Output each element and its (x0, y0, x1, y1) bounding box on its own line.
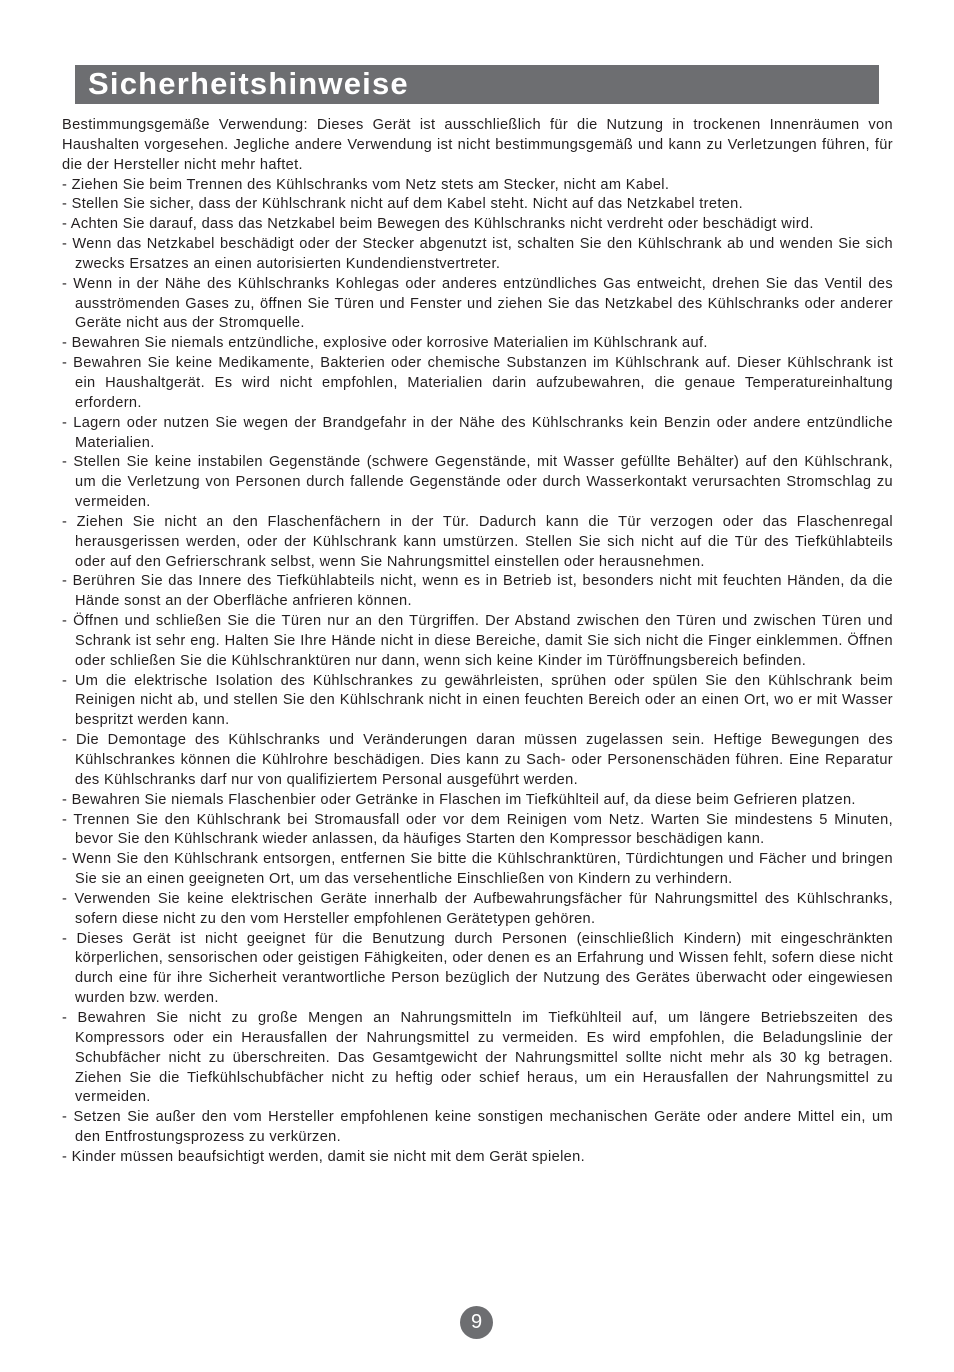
list-item: - Berühren Sie das Innere des Tiefkühlabteils nicht, wenn es in Betrieb ist, besonders nicht mit feuchten Händen, da die Hände sonst an der Oberfläche anfrieren können. (62, 573, 893, 610)
list-item: - Bewahren Sie niemals entzündliche, explosive oder korrosive Materialien im Kühlschrank auf. (62, 335, 708, 352)
list-item: - Stellen Sie sicher, dass der Kühlschrank nicht auf dem Kabel steht. Nicht auf das Netzkabel treten. (62, 196, 744, 213)
list-item: - Achten Sie darauf, dass das Netzkabel beim Bewegen des Kühlschranks nicht verdreht oder beschädigt wird. (62, 216, 814, 233)
list-item: - Bewahren Sie keine Medikamente, Bakterien oder chemische Substanzen im Kühlschrank auf. Dieser Kühlschrank ist ein Haushaltgerät. Es wird nicht empfohlen, Materialien darin aufzubewahren, die genaue Temperatureinhaltung erfordern. (62, 355, 893, 411)
list-item: - Ziehen Sie beim Trennen des Kühlschranks vom Netz stets am Stecker, nicht am Kabel. (62, 176, 670, 193)
list-item: - Bewahren Sie niemals Flaschenbier oder Getränke in Flaschen im Tiefkühlteil auf, da diese beim Gefrieren platzen. (62, 791, 856, 808)
list-item: - Die Demontage des Kühlschranks und Veränderungen daran müssen zugelassen sein. Heftige Bewegungen des Kühlschrankes können die Kühlrohre beschädigen. Dies kann zu Sach- oder Personenschäden führen. Eine Reparatur des Kühlschranks darf nur von qualifiziertem Personal ausgeführt werden. (62, 732, 893, 788)
list-item: - Verwenden Sie keine elektrischen Geräte innerhalb der Aufbewahrungsfächer für Nahrungsmittel des Kühlschranks, sofern diese nicht zu den vom Hersteller empfohlenen Gerätetypen gehören. (62, 890, 893, 927)
list-item: - Wenn das Netzkabel beschädigt oder der Stecker abgenutzt ist, schalten Sie den Kühlschrank ab und wenden Sie sich zwecks Ersatzes an einen autorisierten Kundendienstvertreter. (62, 236, 893, 272)
safety-instructions (62, 116, 893, 1168)
list-item: - Ziehen Sie nicht an den Flaschenfächern in der Tür. Dadurch kann die Tür verzogen oder das Flaschenregal herausgerissen werden, oder der Kühlschrank kann umstürzen. Stellen Sie sich nicht auf die Tür des Tiefkühlabteils oder auf den Gefrierschrank selbst, wenn Sie Nahrungsmittel einstellen oder herausnehmen. (62, 513, 893, 570)
section-header (75, 65, 879, 104)
intro-paragraph: Bestimmungsgemäße Verwendung: Dieses Gerät ist ausschließlich für die Nutzung in trockenen Innenräumen von Haushalten vorgesehen. Jegliche andere Verwendung ist nicht bestimmungsgemäß und kann zu Verletzungen führen, für die der Hersteller nicht mehr haftet. (62, 117, 893, 173)
list-item: - Um die elektrische Isolation des Kühlschrankes zu gewährleisten, sprühen oder spülen Sie den Kühlschrank beim Reinigen nicht ab, und stellen Sie den Kühlschrank nicht in einen feuchten Bereich oder an einen Ort, wo er mit Wasser bespritzt werden kann. (62, 672, 893, 729)
list-item: - Dieses Gerät ist nicht geeignet für die Benutzung durch Personen (einschließlich Kindern) mit eingeschränkten körperlichen, sensorischen oder geistigen Fähigkeiten, oder denen es an Erfahrung und Wissen fehlt, sofern diese nicht durch eine für ihre Sicherheit verantwortliche Person bezüglich der Nutzung des Gerätes überwacht oder eingewiesen wurden bzw. werden. (62, 930, 893, 1007)
list-item: - Öffnen und schließen Sie die Türen nur an den Türgriffen. Der Abstand zwischen den Türen und zwischen Türen und Schrank ist sehr eng. Halten Sie Ihre Hände nicht in diese Bereiche, damit Sie sich nicht die Finger einklemmen. Öffnen oder schließen Sie die Kühlschranktüren nur dann, wenn sich keine Kinder im Türöffnungsbereich befinden. (62, 613, 893, 669)
list-item: - Bewahren Sie nicht zu große Mengen an Nahrungsmitteln im Tiefkühlteil auf, um längere Betriebszeiten des Kompressors oder ein Herausfallen der Nahrungsmittel zu vermeiden. Es wird empfohlen, die Beladungslinie der Schubfächer nicht zu überschreiten. Das Gesamtgewicht der Nahrungsmittel sollte nicht mehr als 30 kg betragen. Ziehen Sie die Tiefkühlschubfächer nicht zu heftig oder schief heraus, um ein Herausfallen der Nahrungsmittel zu vermeiden. (62, 1009, 893, 1106)
list-item: - Kinder müssen beaufsichtigt werden, damit sie nicht mit dem Gerät spielen. (62, 1148, 586, 1165)
list-item: - Wenn Sie den Kühlschrank entsorgen, entfernen Sie bitte die Kühlschranktüren, Türdichtungen und Fächer und bringen Sie sie an einen geeigneten Ort, um das versehentliche Einschließen von Kindern zu verhindern. (62, 851, 893, 888)
list-item: - Wenn in der Nähe des Kühlschranks Kohlegas oder anderes entzündliches Gas entweicht, drehen Sie das Ventil des ausströmenden Gases zu, öffnen Sie Türen und Fenster und ziehen Sie das Netzkabel des Kühlschranks oder anderer Geräte nicht aus der Stromquelle. (62, 275, 893, 332)
list-item: - Stellen Sie keine instabilen Gegenstände (schwere Gegenstände, mit Wasser gefüllte Behälter) auf den Kühlschrank, um die Verletzung von Personen durch fallende Gegenstände oder durch Wasserkontakt verursachten Stromschlag zu vermeiden. (62, 454, 893, 511)
page-title: Sicherheitshinweise (88, 66, 409, 101)
list-item: - Trennen Sie den Kühlschrank bei Stromausfall oder vor dem Reinigen vom Netz. Warten Sie mindestens 5 Minuten, bevor Sie den Kühlschrank wieder anlassen, da häufiges Starten den Kompressor beschädigen kann. (62, 811, 893, 848)
list-item: - Setzen Sie außer den vom Hersteller empfohlenen keine sonstigen mechanischen Geräte oder andere Mittel ein, um den Entfrostungsprozess zu verkürzen. (62, 1109, 893, 1146)
list-item: - Lagern oder nutzen Sie wegen der Brandgefahr in der Nähe des Kühlschranks kein Benzin oder andere entzündliche Materialien. (62, 414, 893, 451)
page-number-badge: 9 (460, 1306, 493, 1339)
